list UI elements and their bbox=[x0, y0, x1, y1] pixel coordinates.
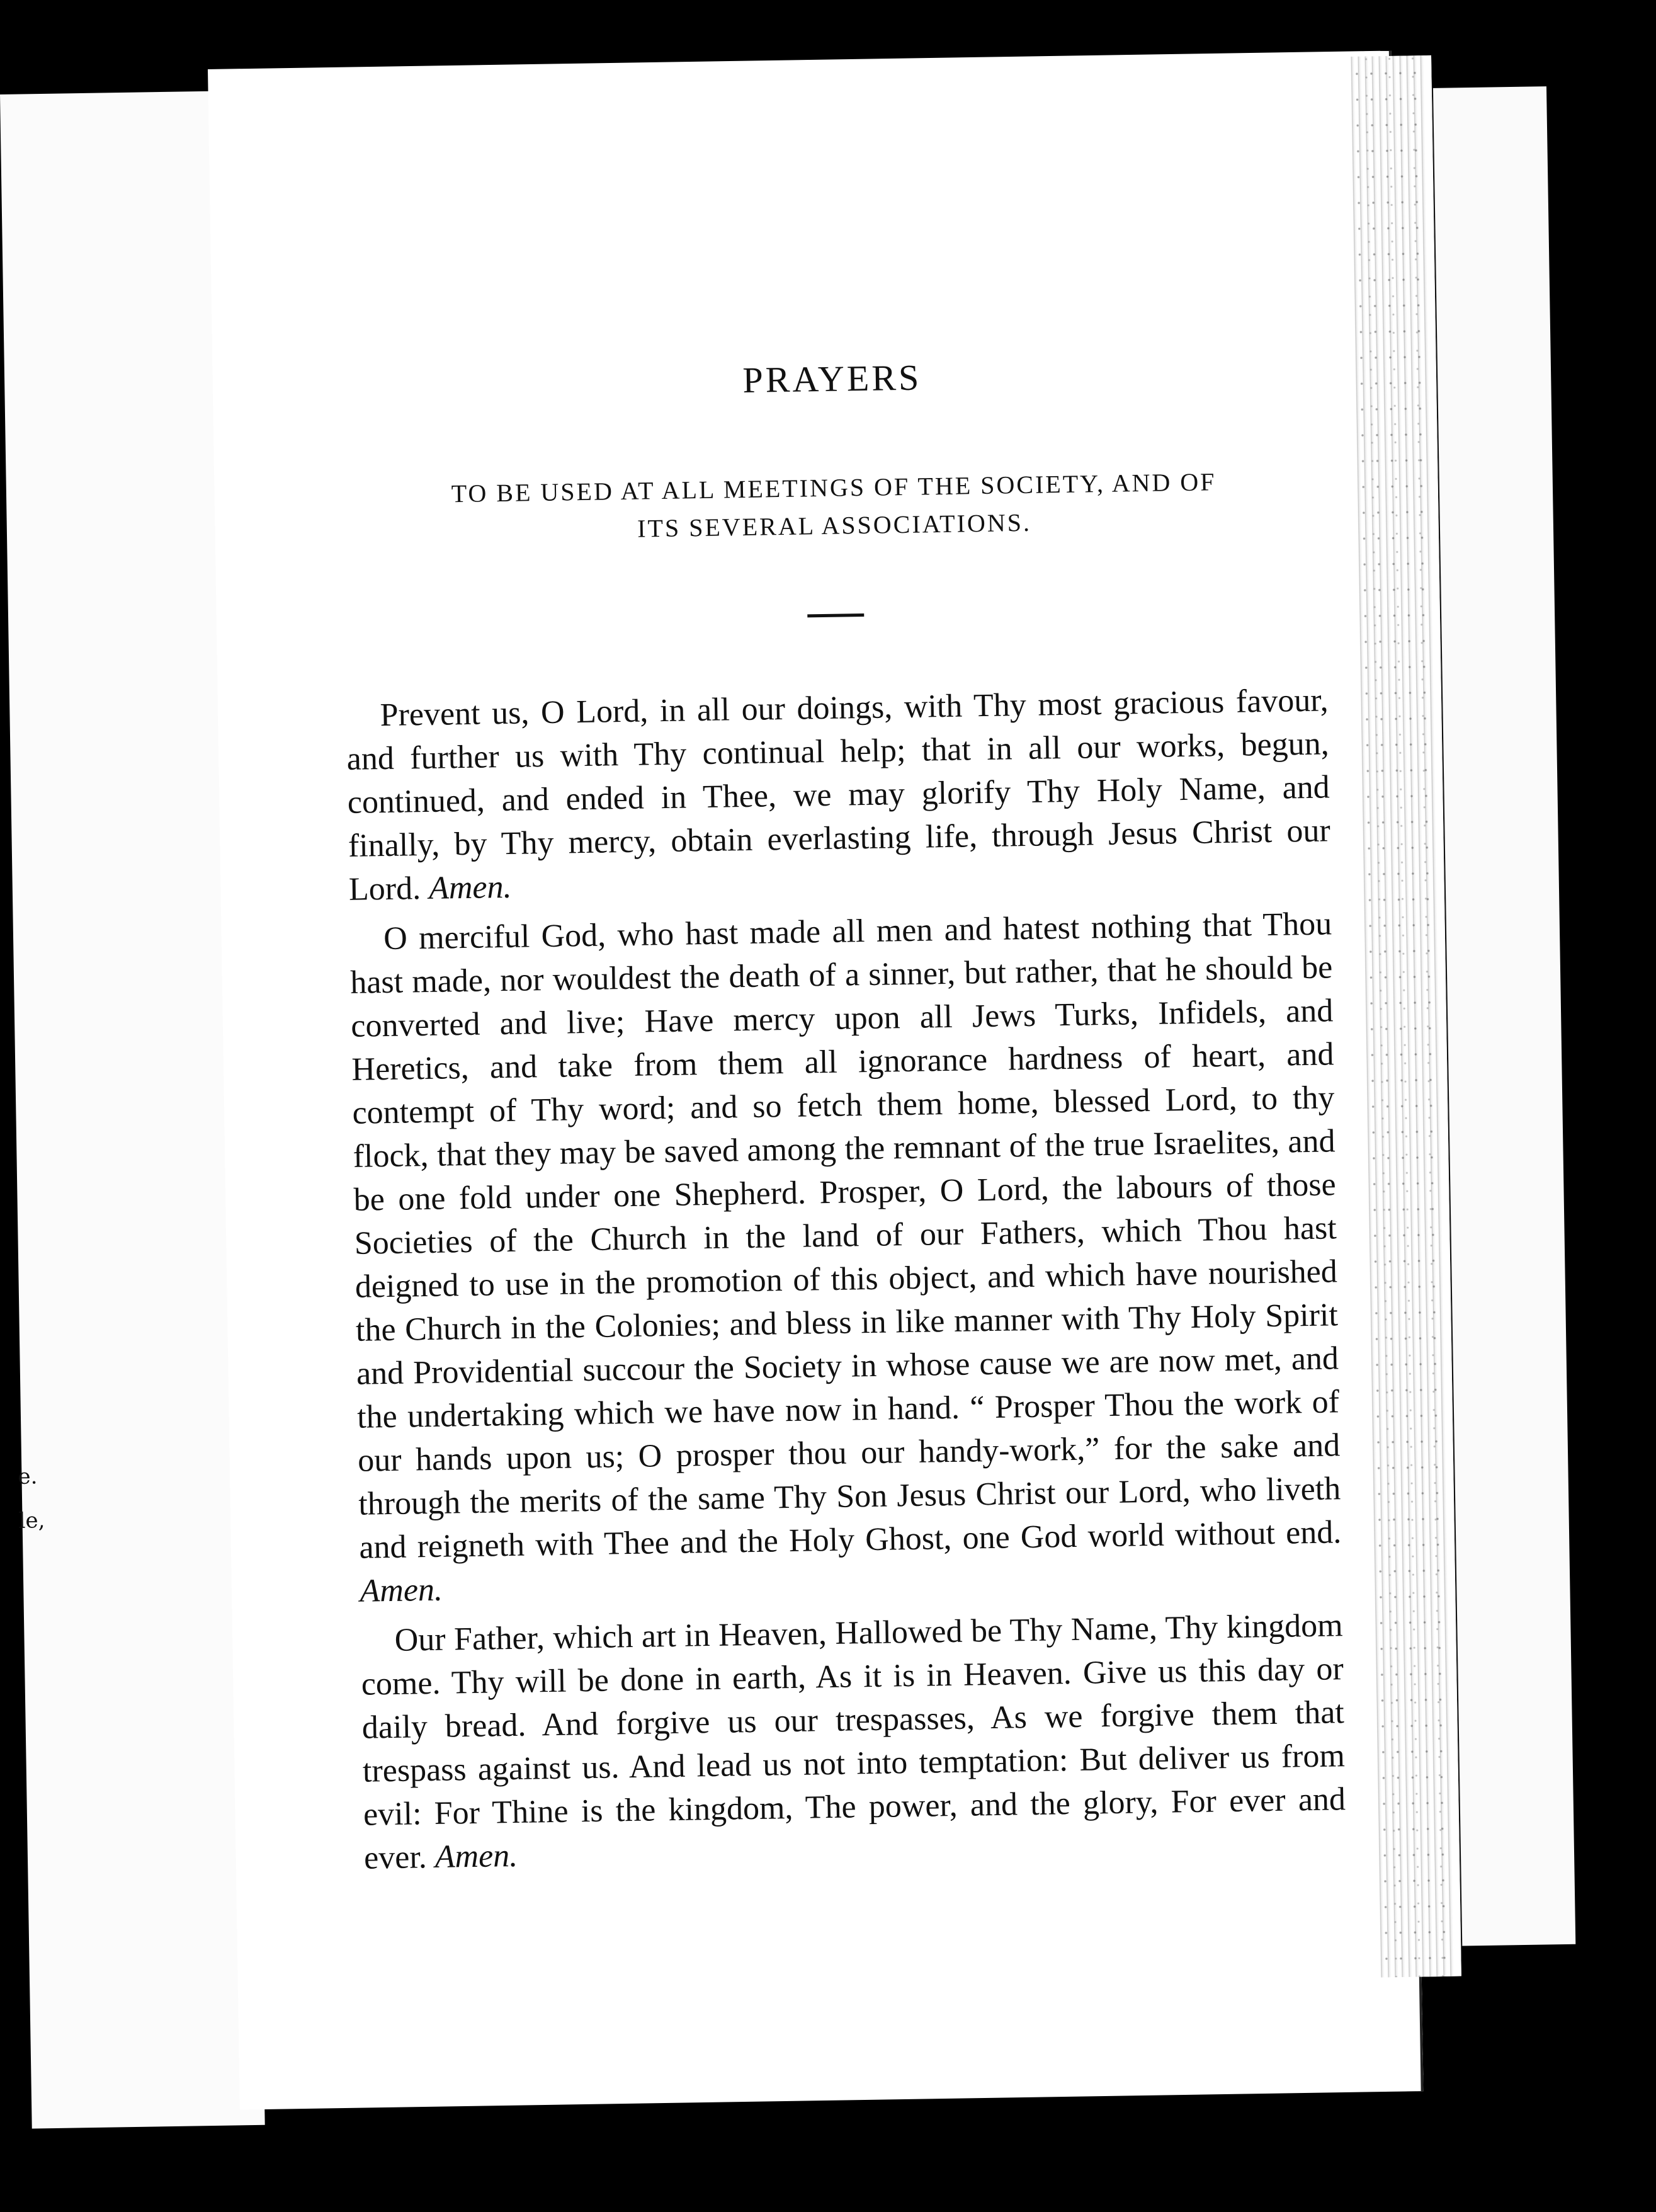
prayer-text: O merciful God, who hast made all men and hatest nothing that Thou hast made, nor wouldest the death of a sinner, but rather, that he should be converted and live; Have mercy upon all Jews Turks, Infidels, and Heretics, and take from them all ignorance hardness of heart, and contempt of Thy word; and so fetch them home, blessed Lord, to thy flock, that they may be saved among the remnant of the true Israelites, and be one fold under one Shepherd. Prosper, O Lord, the labours of those Societies of the Church in the land of our Fathers, which Thou hast deigned to use in the promotion of this object, and which have nourished the Church in the Colonies; and bless in like manner with Thy Holy Spirit and Providential succour the Society in whose cause we are now met, and the undertaking which we have now in hand. “ Prosper Thou the work of our hands upon us; O prosper thou our handy-work,” for the sake and through the merits of the same Thy Son Jesus Christ our Lord, who liveth and reigneth with Thee and the Holy Ghost, one God world without end. bbox=[349, 906, 1342, 1566]
left-page-fragment: le, bbox=[18, 1508, 45, 1534]
subtitle-line: TO BE USED AT ALL MEETINGS OF THE SOCIETY, AND OF bbox=[451, 467, 1216, 508]
amen-text: Amen. bbox=[428, 869, 512, 906]
prayer-text: Our Father, which art in Heaven, Hallowed be Thy Name, Thy kingdom come. Thy will be done in earth, As it is in Heaven. Give us this day or daily bread. And forgive us our trespasses, As we forgive them that trespass against us. And lead us not into temptation: But deliver us from evil: For Thine is the kingdom, The power, and the glory, For ever and ever. bbox=[361, 1607, 1346, 1876]
subtitle-line: ITS SEVERAL ASSOCIATIONS. bbox=[637, 508, 1032, 543]
left-page-fragment: e. bbox=[18, 1464, 38, 1490]
page-title: PRAYERS bbox=[742, 356, 922, 401]
amen-text: Amen. bbox=[360, 1571, 443, 1609]
prayer-paragraph bbox=[349, 902, 1342, 1612]
amen-text: Amen. bbox=[434, 1837, 518, 1875]
prayer-paragraph bbox=[360, 1604, 1346, 1879]
section-rule bbox=[807, 613, 864, 617]
page-text bbox=[340, 312, 1347, 1879]
prayer-paragraph bbox=[346, 678, 1331, 911]
page-subtitle bbox=[343, 461, 1326, 552]
prayer-text: Prevent us, O Lord, in all our doings, with Thy most gracious favour, and further us with Thy continual help; that in all our works, begun, continued, and ended in Thee, we may glorify Thy Holy Name, and finally, by Thy mercy, obtain everlasting life, through Jesus Christ our Lord. bbox=[346, 682, 1331, 908]
